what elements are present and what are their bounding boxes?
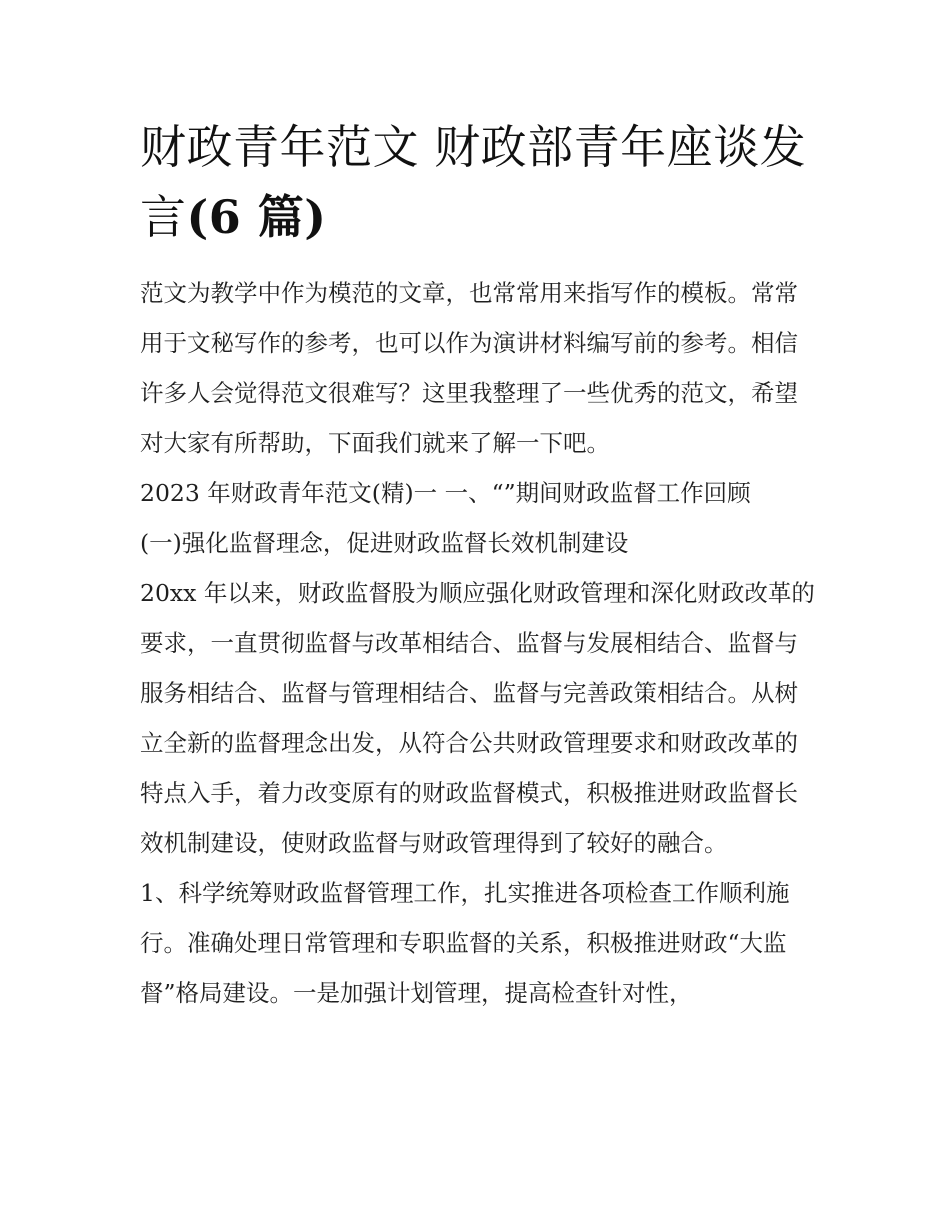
section-heading: 2023 年财政青年范文(精)一 一、“”期间财政监督工作回顾 bbox=[140, 479, 751, 507]
body-paragraph: 1、科学统筹财政监督管理工作，扎实推进各项检查工作顺利施行。准确处理日常管理和专职监督的关系，积极推进财政“大监督”格局建设。一是加强计划管理，提高检查针对性， bbox=[140, 879, 790, 1007]
document-title bbox=[140, 112, 820, 252]
body-paragraph: 20xx 年以来，财政监督股为顺应强化财政管理和深化财政改革的要求，一直贯彻监督与改革相结合、监督与发展相结合、监督与服务相结合、监督与管理相结合、监督与完善政策相结合。从树立全新的监督理念出发，从符合公共财政管理要求和财政改革的特点入手，着力改变原有的财政监督模式，积极推进财政监督长效机制建设，使财政监督与财政管理得到了较好的融合。 bbox=[140, 579, 815, 857]
intro-paragraph: 范文为教学中作为模范的文章，也常常用来指写作的模板。常常用于文秘写作的参考，也可以作为演讲材料编写前的参考。相信许多人会觉得范文很难写？这里我整理了一些优秀的范文，希望对大家有所帮助，下面我们就来了解一下吧。 bbox=[140, 279, 798, 457]
title-suffix: (6 篇) bbox=[186, 190, 327, 244]
subsection-heading: (一)强化监督理念，促进财政监督长效机制建设 bbox=[140, 529, 629, 557]
title-main: 财政青年范文 财政部青年座谈发言 bbox=[140, 120, 807, 244]
document-body bbox=[140, 268, 820, 1018]
document-content bbox=[140, 112, 820, 1018]
